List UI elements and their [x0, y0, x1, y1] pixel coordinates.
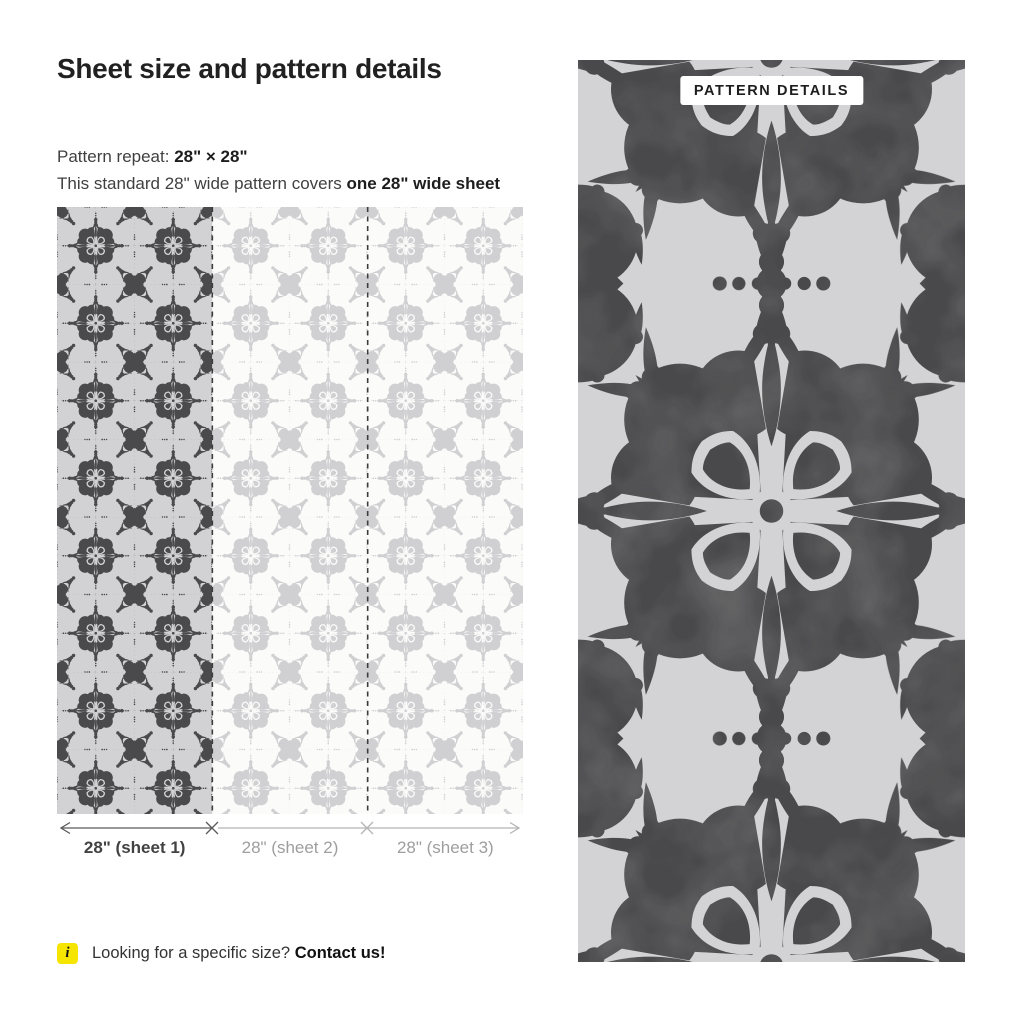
pattern-details-badge: PATTERN DETAILS	[680, 76, 863, 105]
coverage-line	[57, 174, 500, 194]
pattern-repeat-label: Pattern repeat:	[57, 147, 170, 166]
size-help-question: Looking for a specific size?	[92, 944, 291, 962]
pattern-repeat-line	[57, 147, 248, 167]
pattern-repeat-value: 28" × 28"	[174, 147, 248, 166]
sheet-1-label: 28" (sheet 1)	[83, 838, 186, 857]
info-icon: i	[57, 943, 78, 964]
pattern-preview-panel	[578, 60, 965, 962]
size-help-note	[57, 943, 385, 964]
sheet-3-label: 28" (sheet 3)	[396, 838, 494, 857]
coverage-text: This standard 28" wide pattern covers	[57, 174, 342, 193]
sheet-2-label: 28" (sheet 2)	[241, 838, 339, 857]
dimension-arrows	[57, 817, 523, 839]
contact-us-link[interactable]: Contact us!	[294, 944, 386, 962]
sheet-labels	[57, 838, 523, 858]
pattern-preview-svg	[578, 60, 965, 962]
sheet-diagram	[57, 207, 523, 814]
coverage-bold: one 28" wide sheet	[346, 174, 501, 193]
size-help-text	[92, 944, 385, 963]
page-title: Sheet size and pattern details	[57, 53, 442, 84]
sheet-diagram-svg	[57, 207, 523, 814]
dimension-arrows-svg	[57, 817, 523, 839]
